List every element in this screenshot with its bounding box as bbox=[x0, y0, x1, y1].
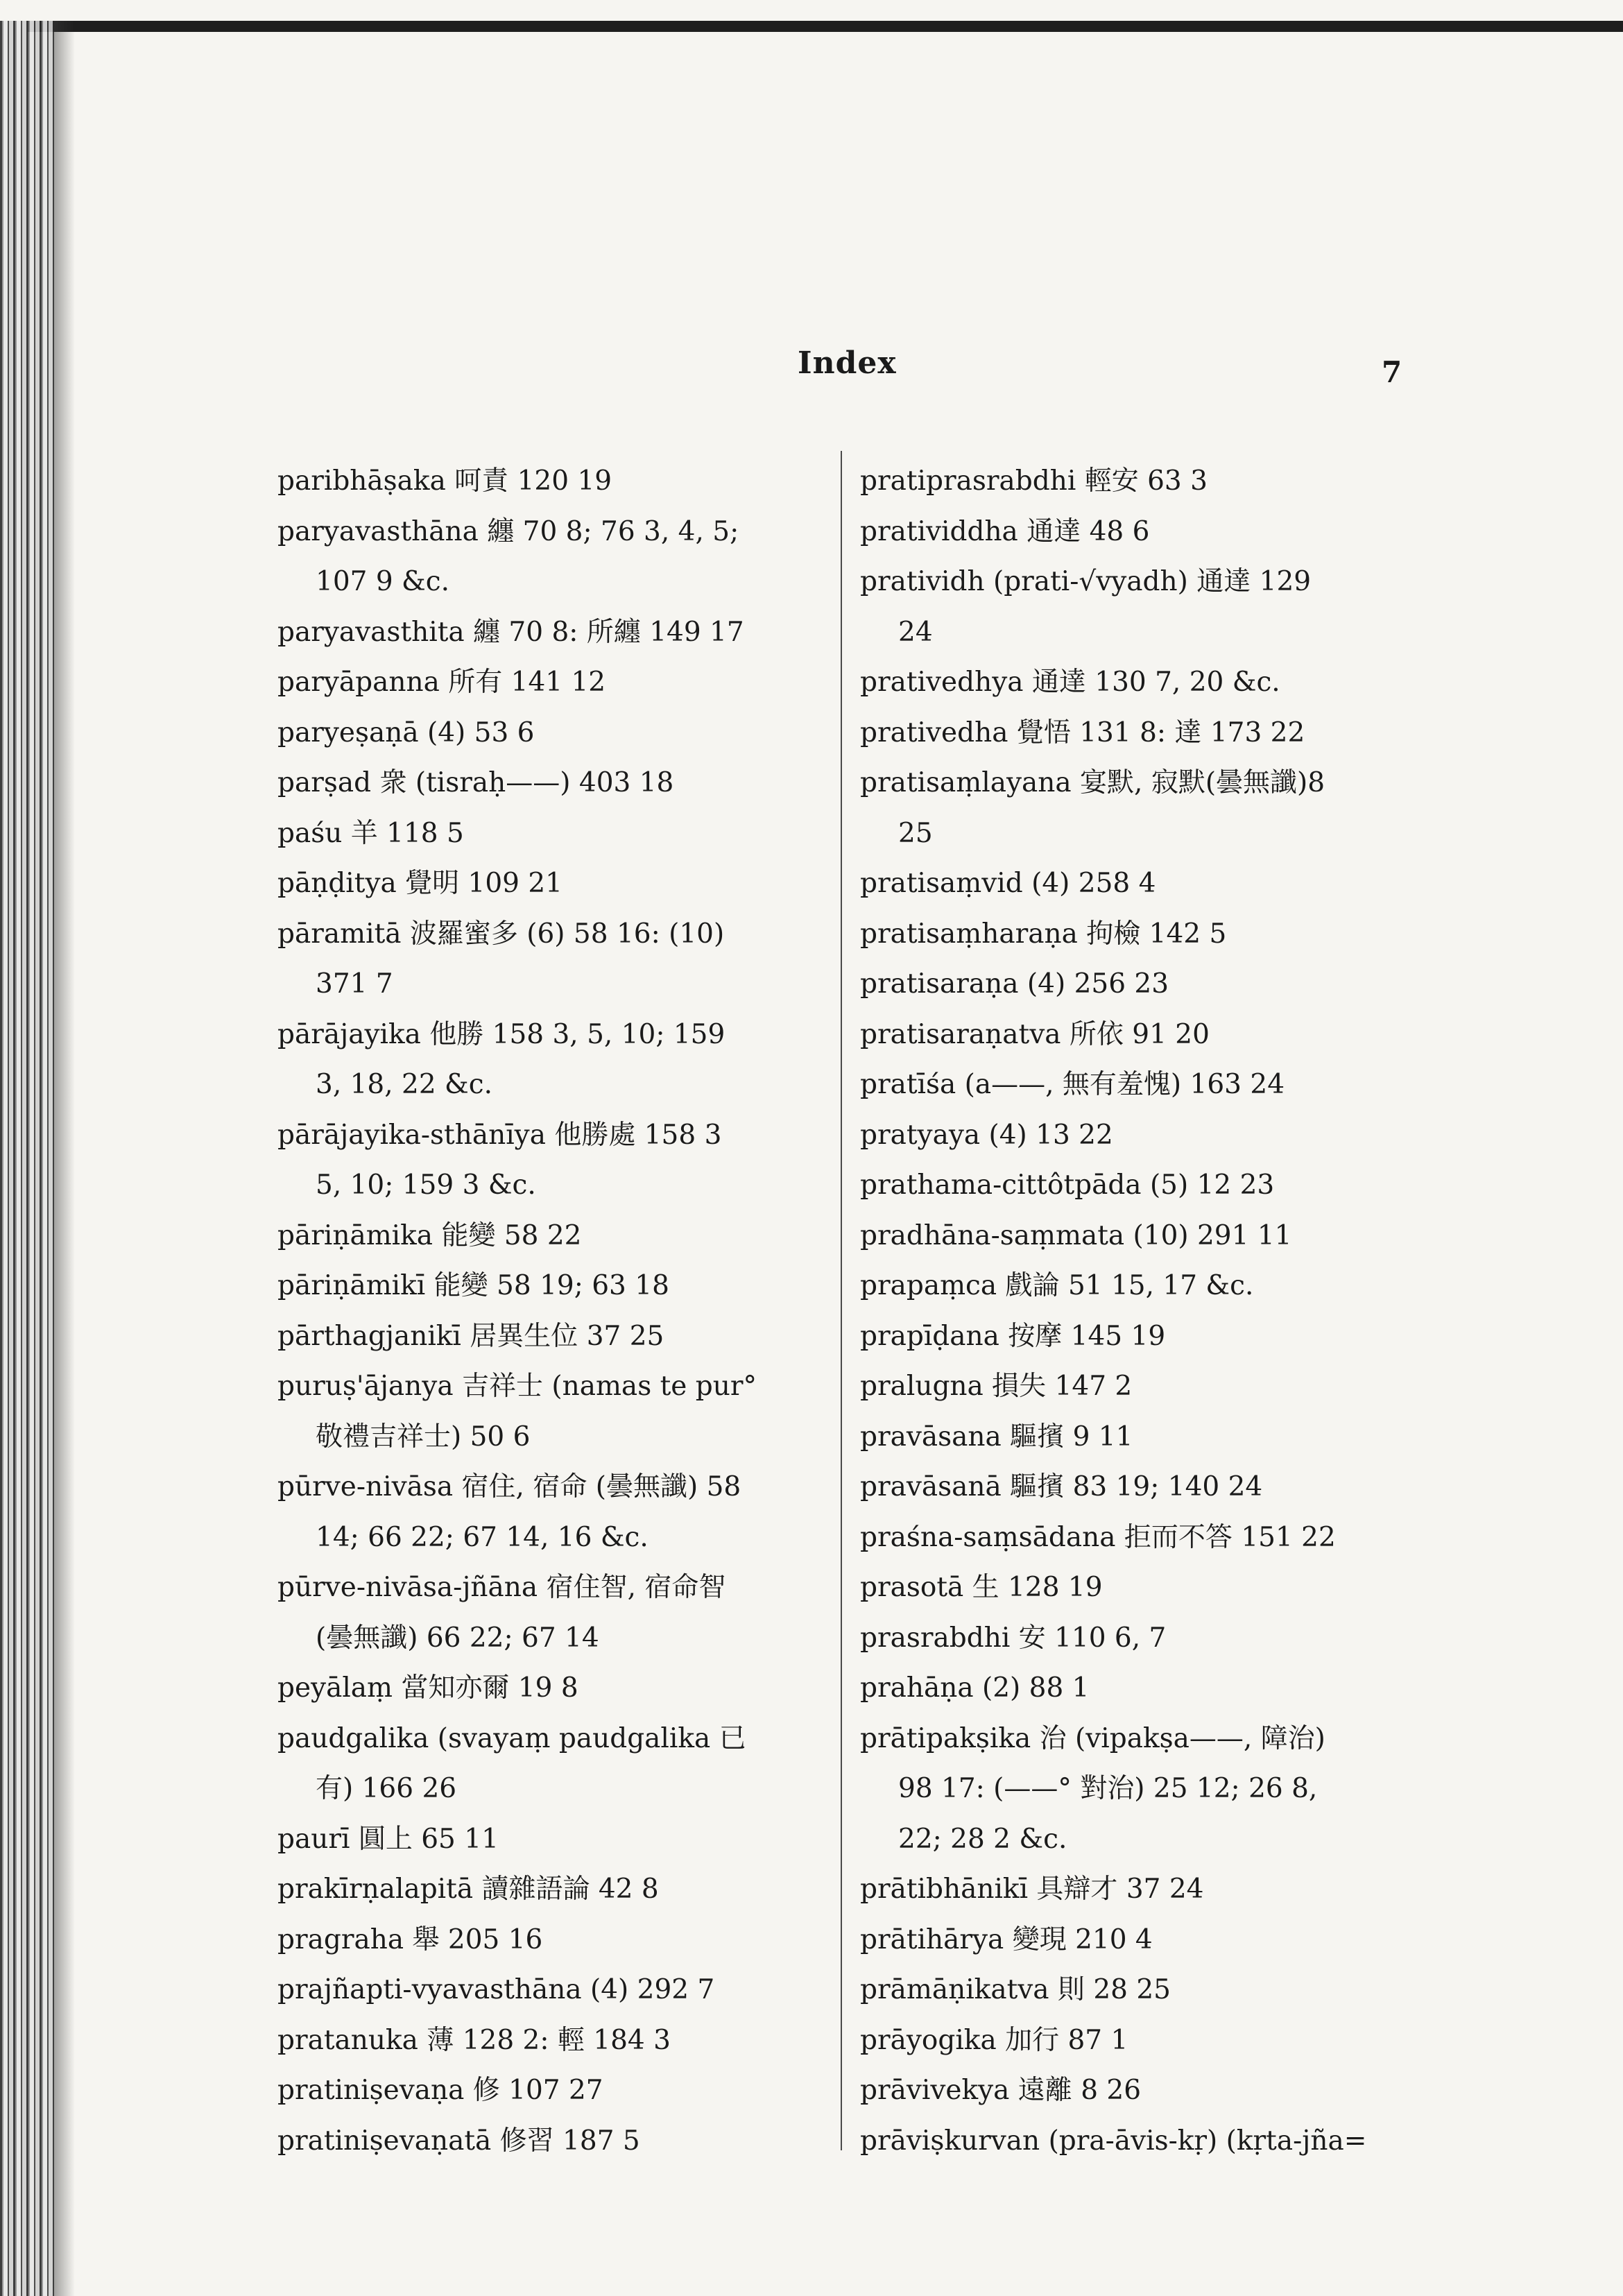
index-entry-continuation: (曇無讖) 66 22; 67 14 bbox=[316, 1622, 599, 1654]
index-entry: parṣad 衆 (tisraḥ——) 403 18 bbox=[277, 767, 674, 798]
index-entry: prathama-cittôtpāda (5) 12 23 bbox=[860, 1170, 1275, 1201]
index-entry-continuation: 3, 18, 22 &c. bbox=[316, 1069, 493, 1100]
index-entry: paurī 圓上 65 11 bbox=[277, 1823, 499, 1855]
index-entry: prātipakṣika 治 (vipakṣa——, 障治) bbox=[860, 1722, 1325, 1754]
index-entry: paryavasthāna 纏 70 8; 76 3, 4, 5; bbox=[277, 515, 739, 547]
index-entry: prativedha 覺悟 131 8: 達 173 22 bbox=[860, 717, 1305, 748]
index-entry: pratisaraṇa (4) 256 23 bbox=[860, 968, 1169, 1000]
index-entry: praśna-saṃsādana 拒而不答 151 22 bbox=[860, 1521, 1336, 1553]
index-entry: paribhāṣaka 呵責 120 19 bbox=[277, 465, 612, 497]
index-entry: prāmāṇikatva 則 28 25 bbox=[860, 1974, 1171, 2005]
index-entry: prāyogika 加行 87 1 bbox=[860, 2024, 1128, 2056]
index-column-right bbox=[860, 456, 1436, 2166]
index-entry: pāriṇāmika 能變 58 22 bbox=[277, 1219, 582, 1251]
top-rule bbox=[28, 21, 1623, 32]
index-entry: pradhāna-saṃmata (10) 291 11 bbox=[860, 1219, 1292, 1251]
index-entry-continuation: 5, 10; 159 3 &c. bbox=[316, 1170, 536, 1201]
index-entry: prativedhya 通達 130 7, 20 &c. bbox=[860, 667, 1280, 698]
index-entry-continuation: 107 9 &c. bbox=[316, 566, 450, 597]
index-entry: puruṣ'ājanya 吉祥士 (namas te pur° bbox=[277, 1371, 757, 1402]
index-entry: prāvivekya 遠離 8 26 bbox=[860, 2075, 1142, 2106]
index-entry: prahāṇa (2) 88 1 bbox=[860, 1672, 1090, 1704]
column-divider bbox=[841, 451, 842, 2150]
index-entry: prakīrṇalapitā 讀雜語論 42 8 bbox=[277, 1874, 659, 1905]
index-entry: pūrve-nivāsa 宿住, 宿命 (曇無讖) 58 bbox=[277, 1471, 741, 1502]
index-entry: pratiprasrabdhi 輕安 63 3 bbox=[860, 465, 1208, 497]
page-title: Index bbox=[798, 345, 897, 381]
index-entry: paryāpanna 所有 141 12 bbox=[277, 667, 606, 698]
index-entry: prasotā 生 128 19 bbox=[860, 1572, 1103, 1603]
index-entry: pragraha 舉 205 16 bbox=[277, 1924, 543, 1955]
index-entry-continuation: 22; 28 2 &c. bbox=[898, 1823, 1067, 1855]
index-entry: paryavasthita 纏 70 8: 所纏 149 17 bbox=[277, 616, 744, 648]
index-entry: paryeṣaṇā (4) 53 6 bbox=[277, 717, 535, 748]
index-entry: pratisaṃvid (4) 258 4 bbox=[860, 868, 1156, 899]
index-entry: pratividdha 通達 48 6 bbox=[860, 515, 1150, 547]
index-entry-continuation: 24 bbox=[898, 616, 933, 648]
index-entry: prātibhānikī 具辯才 37 24 bbox=[860, 1874, 1204, 1905]
index-entry-continuation: 14; 66 22; 67 14, 16 &c. bbox=[316, 1521, 649, 1553]
index-entry-continuation: 有) 166 26 bbox=[316, 1773, 457, 1804]
index-column-left bbox=[277, 456, 832, 2166]
index-entry: pāramitā 波羅蜜多 (6) 58 16: (10) bbox=[277, 918, 725, 950]
index-entry: pāṇḍitya 覺明 109 21 bbox=[277, 868, 563, 899]
index-entry: prapaṃca 戲論 51 15, 17 &c. bbox=[860, 1270, 1254, 1301]
index-entry: pārthagjanikī 居異生位 37 25 bbox=[277, 1320, 664, 1352]
index-entry: pārājayika 他勝 158 3, 5, 10; 159 bbox=[277, 1018, 725, 1050]
index-entry: pratisaṃlayana 宴默, 寂默(曇無讖)8 bbox=[860, 767, 1325, 798]
index-entry: peyālaṃ 當知亦爾 19 8 bbox=[277, 1672, 578, 1704]
index-entry: prajñapti-vyavasthāna (4) 292 7 bbox=[277, 1974, 715, 2005]
index-entry-continuation: 敬禮吉祥士) 50 6 bbox=[316, 1421, 531, 1453]
index-entry: prasrabdhi 安 110 6, 7 bbox=[860, 1622, 1167, 1654]
index-entry: pratiniṣevaṇa 修 107 27 bbox=[277, 2075, 603, 2106]
index-entry: pratividh (prati-√vyadh) 通達 129 bbox=[860, 566, 1312, 597]
index-entry: pratanuka 薄 128 2: 輕 184 3 bbox=[277, 2024, 671, 2056]
index-entry: paudgalika (svayaṃ paudgalika 已 bbox=[277, 1722, 746, 1754]
index-entry-continuation: 371 7 bbox=[316, 968, 393, 1000]
binding-shadow bbox=[54, 21, 75, 2296]
index-entry: pravāsana 驅擯 9 11 bbox=[860, 1421, 1133, 1453]
index-entry: pārājayika-sthānīya 他勝處 158 3 bbox=[277, 1119, 722, 1151]
index-entry: pratiniṣevaṇatā 修習 187 5 bbox=[277, 2125, 640, 2157]
index-entry: pravāsanā 驅擯 83 19; 140 24 bbox=[860, 1471, 1263, 1502]
index-entry: prapīḍana 按摩 145 19 bbox=[860, 1320, 1166, 1352]
index-entry: paśu 羊 118 5 bbox=[277, 817, 464, 849]
page-number: 7 bbox=[1382, 355, 1402, 389]
index-entry: pūrve-nivāsa-jñāna 宿住智, 宿命智 bbox=[277, 1572, 726, 1603]
index-entry-continuation: 98 17: (——° 對治) 25 12; 26 8, bbox=[898, 1773, 1318, 1804]
index-entry: pratyaya (4) 13 22 bbox=[860, 1119, 1113, 1151]
index-entry: prātihārya 變現 210 4 bbox=[860, 1924, 1153, 1955]
index-entry: pāriṇāmikī 能變 58 19; 63 18 bbox=[277, 1270, 669, 1301]
index-entry: prāviṣkurvan (pra-āvis-kṛ) (kṛta-jña= bbox=[860, 2125, 1367, 2157]
index-entry: pralugna 損失 147 2 bbox=[860, 1371, 1133, 1402]
index-entry: pratīśa (a——, 無有羞愧) 163 24 bbox=[860, 1069, 1285, 1100]
index-entry-continuation: 25 bbox=[898, 817, 933, 849]
index-entry: pratisaṃharaṇa 拘檢 142 5 bbox=[860, 918, 1227, 950]
index-entry: pratisaraṇatva 所依 91 20 bbox=[860, 1018, 1210, 1050]
scanned-binding-edge bbox=[0, 21, 54, 2296]
